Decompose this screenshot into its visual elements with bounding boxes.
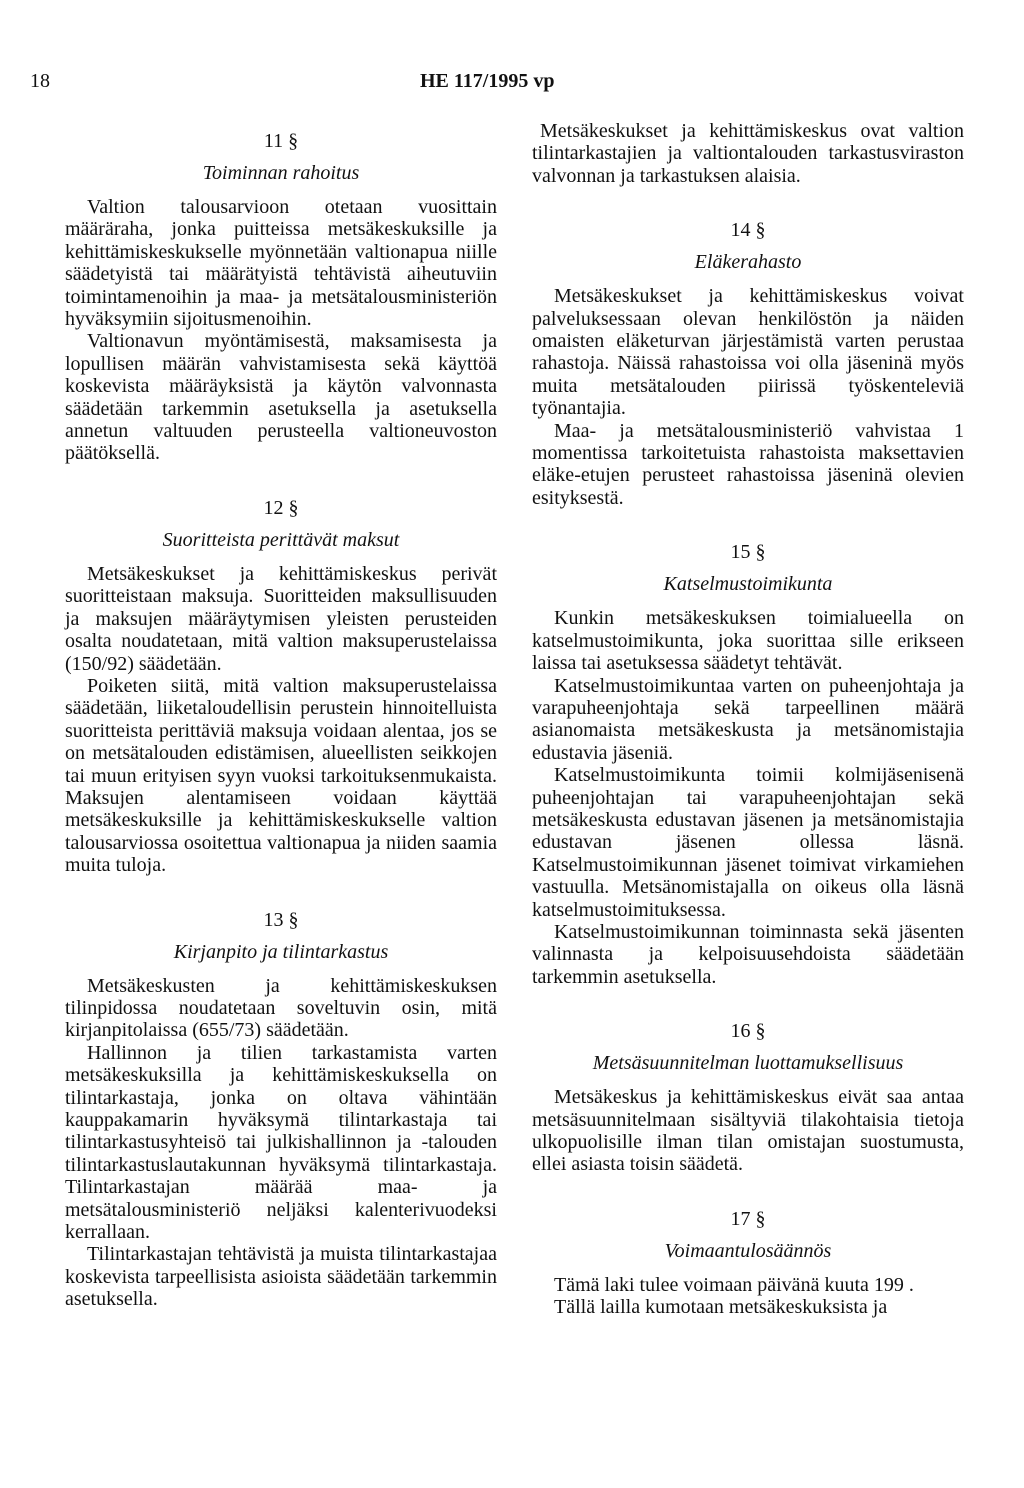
section-title: Voimaantulosäännös bbox=[664, 1239, 832, 1262]
paragraph: Poiketen siitä, mitä valtion maksuperustelaissa säädetään, liiketaloudellisin perustein hinnoitelluista suoritteista perittäviä maksuja voidaan alentaa, jos se on metsätalouden edistämisen, alueellisten seikkojen tai muun erityisen syyn vuoksi tarkoituksenmukaista. Maksujen alentamiseen voidaan käyttää metsäkeskuksille ja kehittämiskeskukselle valtion talousarviossa osoitettua valtionapua ja niiden saamia muita tuloja. bbox=[65, 674, 497, 877]
paragraph: Hallinnon ja tilien tarkastamista varten metsäkeskuksilla ja kehittämiskeskuksella on tilintarkastaja, jonka on oltava vähintään kauppakamarin hyväksymä tilintarkastaja tai tilintarkastusyhteisö tai julkishallinnon ja -talouden tilintarkastuslautakunnan hyväksymä tilintarkastaja. Tilintarkastajan määrää maa- ja metsätalousministeriö neljäksi kalenterivuodeksi kerrallaan. bbox=[65, 1041, 497, 1244]
section-17 bbox=[532, 1206, 964, 1319]
paragraph: Metsäkeskusten ja kehittämiskeskuksen tilinpidossa noudatetaan soveltuvin osin, mitä kirjanpitolaissa (655/73) säädetään. bbox=[65, 974, 497, 1042]
section-title: Kirjanpito ja tilintarkastus bbox=[173, 940, 389, 963]
section-11 bbox=[65, 128, 497, 465]
paragraph: Maa- ja metsätalousministeriö vahvistaa 1 momentissa tarkoitetuista rahastoista maksettavien eläke-etujen perusteet rahastoissa jäseninä olevien esityksestä. bbox=[532, 419, 964, 509]
left-column bbox=[65, 120, 497, 1311]
paragraph: Valtionavun myöntämisestä, maksamisesta ja lopullisen määrän vahvistamisesta sekä käyttöä koskevista määräyksistä ja käytön valvonnasta säädetään tarkemmin asetuksella ja asetuksella annetun valtuuden perusteella valtioneuvoston päätöksellä. bbox=[65, 330, 497, 465]
section-number: 13 § bbox=[263, 908, 299, 931]
paragraph: Katselmustoimikunta toimii kolmijäsenisenä puheenjohtajan tai varapuheenjohtajan sekä metsäkeskusta edustavan jäsenen ja metsänomistajia edustavan jäsenen ollessa läsnä. Katselmustoimikunnan jäsenet toimivat virkamiehen vastuulla. Metsänomistajalla on oikeus olla läsnä katselmustoimituksessa. bbox=[532, 764, 964, 921]
paragraph: Metsäkeskukset ja kehittämiskeskus perivät suoritteistaan maksuja. Suoritteiden maksullisuuden ja maksujen määräytymisen yleisten perusteiden osalta noudatetaan, mitä valtion maksuperustelaissa (150/92) säädetään. bbox=[65, 562, 497, 675]
section-number: 17 § bbox=[730, 1207, 766, 1230]
paragraph: Valtion talousarvioon otetaan vuosittain määräraha, jonka puitteissa metsäkeskuksille ja kehittämiskeskukselle myönnetään valtionapua niille säädetyistä tai määrätyistä tehtävistä aiheutuviin toimintamenoihin ja maa- ja metsätalousministeriön hyväksymiin sijoitusmenoihin. bbox=[65, 196, 497, 331]
section-14 bbox=[532, 217, 964, 509]
section-number: 16 § bbox=[730, 1020, 766, 1043]
section-16 bbox=[532, 1018, 964, 1176]
section-13 bbox=[65, 907, 497, 1311]
paragraph: Katselmustoimikunnan toiminnasta sekä jäsenten valinnasta ja kelpoisuusehdoista säädetään tarkemmin asetuksella. bbox=[532, 920, 964, 988]
section-title: Metsäsuunnitelman luottamuksellisuus bbox=[592, 1052, 904, 1075]
section-15 bbox=[532, 539, 964, 988]
paragraph: Tämä laki tulee voimaan päivänä kuuta 199 . bbox=[554, 1273, 914, 1296]
document-id: HE 117/1995 vp bbox=[420, 70, 555, 92]
page-number: 18 bbox=[30, 70, 50, 92]
section-number: 12 § bbox=[263, 496, 299, 519]
section-number: 15 § bbox=[730, 541, 766, 564]
intro-paragraph: Metsäkeskukset ja kehittämiskeskus ovat valtion tilintarkastajien ja valtiontalouden tarkastusviraston valvonnan ja tarkastuksen alaisia. bbox=[532, 120, 964, 187]
paragraph: Tällä lailla kumotaan metsäkeskuksista ja bbox=[554, 1296, 888, 1319]
section-title: Katselmustoimikunta bbox=[663, 573, 833, 596]
section-title: Suoritteista perittävät maksut bbox=[162, 528, 400, 551]
right-column bbox=[532, 120, 964, 1319]
paragraph: Kunkin metsäkeskuksen toimialueella on katselmustoimikunta, joka suorittaa sille erikseen laissa tai asetuksessa säädetyt tehtävät. bbox=[532, 607, 964, 675]
section-title: Toiminnan rahoitus bbox=[202, 162, 360, 184]
page-header bbox=[0, 70, 1024, 100]
paragraph: Katselmustoimikuntaa varten on puheenjohtaja ja varapuheenjohtaja sekä tarpeellinen määrä asianomaista metsäkeskusta ja metsänomistajia edustavia jäseniä. bbox=[532, 674, 964, 764]
paragraph: Tilintarkastajan tehtävistä ja muista tilintarkastajaa koskevista tarpeellisista asioista säädetään tarkemmin asetuksella. bbox=[65, 1243, 497, 1311]
paragraph: Metsäkeskus ja kehittämiskeskus eivät saa antaa metsäsuunnitelmaan sisältyviä tilakohtaisia tietoja ulkopuolisille ilman tilan omistajan suostumusta, ellei asiasta toisin säädetä. bbox=[532, 1086, 964, 1176]
paragraph: Metsäkeskukset ja kehittämiskeskus voivat palveluksessaan olevan henkilöstön ja näiden omaisten eläketurvan järjestämistä varten perustaa rahastoja. Näissä rahastoissa voi olla jäseninä myös muita metsätalouden piirissä työskenteleviä työnantajia. bbox=[532, 285, 964, 420]
section-title: Eläkerahasto bbox=[694, 251, 802, 274]
section-number: 11 § bbox=[263, 130, 299, 152]
section-number: 14 § bbox=[730, 219, 766, 242]
section-12 bbox=[65, 495, 497, 877]
